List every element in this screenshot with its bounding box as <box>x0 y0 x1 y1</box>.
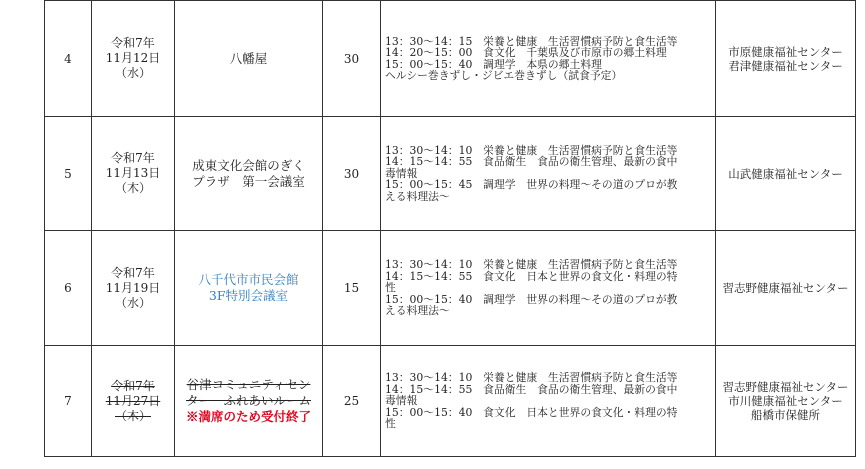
date-weekday: （水） <box>114 66 151 80</box>
venue-name: 八幡屋 <box>229 50 268 66</box>
date-cell <box>92 117 175 231</box>
date-era: 令和7年 <box>111 36 155 50</box>
venue-name: 谷津コミュニティセン <box>186 377 311 392</box>
date-cell <box>92 1 175 117</box>
schedule-line: 13：30〜14：10 栄養と健康 生活習慣病予防と食生活等 <box>385 258 678 272</box>
schedule-line: 15：00〜15：40 調理学 本県の郷土料理 <box>385 57 602 71</box>
course-schedule-table <box>44 0 856 457</box>
venue-link[interactable]: 八千代市市民会館 <box>198 272 299 287</box>
capacity-cell: 30 <box>323 117 381 231</box>
date-era: 令和7年 <box>111 151 155 165</box>
schedule-line: 13：30〜14：10 栄養と健康 生活習慣病予防と食生活等 <box>385 143 678 157</box>
date-era: 令和7年 <box>111 265 155 280</box>
table-row <box>45 346 856 457</box>
organizer-cell <box>716 1 856 117</box>
row-number: 7 <box>45 346 92 457</box>
schedule-line: 14：15〜14：55 食品衛生 食品の衛生管理、最新の食中 <box>385 155 678 169</box>
date-weekday: （木） <box>114 408 151 423</box>
schedule-line: 性 <box>385 281 396 295</box>
organizer-cell <box>716 231 856 346</box>
organizer-cell <box>716 117 856 231</box>
schedule-line: 13：30〜14：15 栄養と健康 生活習慣病予防と食生活等 <box>385 34 678 48</box>
capacity-cell: 15 <box>323 231 381 346</box>
date-day: 11月13日 <box>105 166 161 180</box>
schedule-cell <box>381 117 716 231</box>
schedule-line: 15：00〜15：40 食文化 日本と世界の食文化・料理の特 <box>385 405 678 419</box>
organizer-name: 船橋市保健所 <box>751 408 820 422</box>
venue-name: 成東文化会館のぎく <box>192 157 305 173</box>
organizer-name: 市川健康福祉センター <box>728 394 843 408</box>
table-row <box>45 1 856 117</box>
schedule-line: 14：20〜15：00 食文化 千葉県及び市原市の郷土料理 <box>385 46 667 59</box>
capacity-cell: 25 <box>323 346 381 457</box>
date-day: 11月12日 <box>105 51 161 65</box>
venue-room: ター ふれあいルーム <box>185 393 311 408</box>
schedule-line: 性 <box>385 417 396 431</box>
venue-cell <box>175 346 323 457</box>
schedule-line: える料理法〜 <box>385 189 450 203</box>
date-day: 11月19日 <box>105 280 161 295</box>
row-number: 6 <box>45 231 92 346</box>
schedule-line: 毒情報 <box>385 394 418 408</box>
organizer-name: 山武健康福祉センター <box>728 166 843 181</box>
row-number: 5 <box>45 117 92 231</box>
schedule-line: 14：15〜14：55 食文化 日本と世界の食文化・料理の特 <box>385 269 678 283</box>
organizer-cell <box>716 346 856 457</box>
schedule-cell <box>381 231 716 346</box>
schedule-line: 15：00〜15：45 調理学 世界の料理〜その道のプロが教 <box>385 178 678 192</box>
schedule-cell <box>381 346 716 457</box>
schedule-line: 15：00〜15：40 調理学 世界の料理〜その道のプロが教 <box>385 292 678 306</box>
organizer-name: 習志野健康福祉センター <box>722 281 849 295</box>
schedule-line: 毒情報 <box>385 166 418 180</box>
schedule-line: 13：30〜14：10 栄養と健康 生活習慣病予防と食生活等 <box>385 371 678 385</box>
schedule-line: える料理法〜 <box>385 304 450 318</box>
date-day: 11月27日 <box>105 393 161 408</box>
date-era: 令和7年 <box>111 378 155 393</box>
row-number: 4 <box>45 1 92 117</box>
capacity-cell: 30 <box>323 1 381 117</box>
organizer-name: 市原健康福祉センター <box>728 44 843 59</box>
table-row <box>45 117 856 231</box>
venue-room-link[interactable]: 3F特別会議室 <box>208 288 289 303</box>
schedule-cell <box>381 1 716 117</box>
table-row <box>45 231 856 346</box>
venue-cell[interactable] <box>175 231 323 346</box>
date-cell <box>92 231 175 346</box>
organizer-name: 習志野健康福祉センター <box>722 380 849 394</box>
date-weekday: （木） <box>114 181 151 195</box>
venue-cell <box>175 117 323 231</box>
fully-booked-notice: ※満席のため受付終了 <box>185 409 311 424</box>
schedule-line: 14：15〜14：55 食品衛生 食品の衛生管理、最新の食中 <box>385 382 678 396</box>
date-weekday: （水） <box>114 295 151 310</box>
schedule-line: ヘルシー巻きずし・ジビエ巻きずし（試食予定） <box>385 69 623 82</box>
date-cell-cancelled <box>92 346 175 457</box>
venue-cell <box>175 1 323 117</box>
venue-room: プラザ 第一会議室 <box>192 173 305 189</box>
organizer-name: 君津健康福祉センター <box>728 58 843 73</box>
